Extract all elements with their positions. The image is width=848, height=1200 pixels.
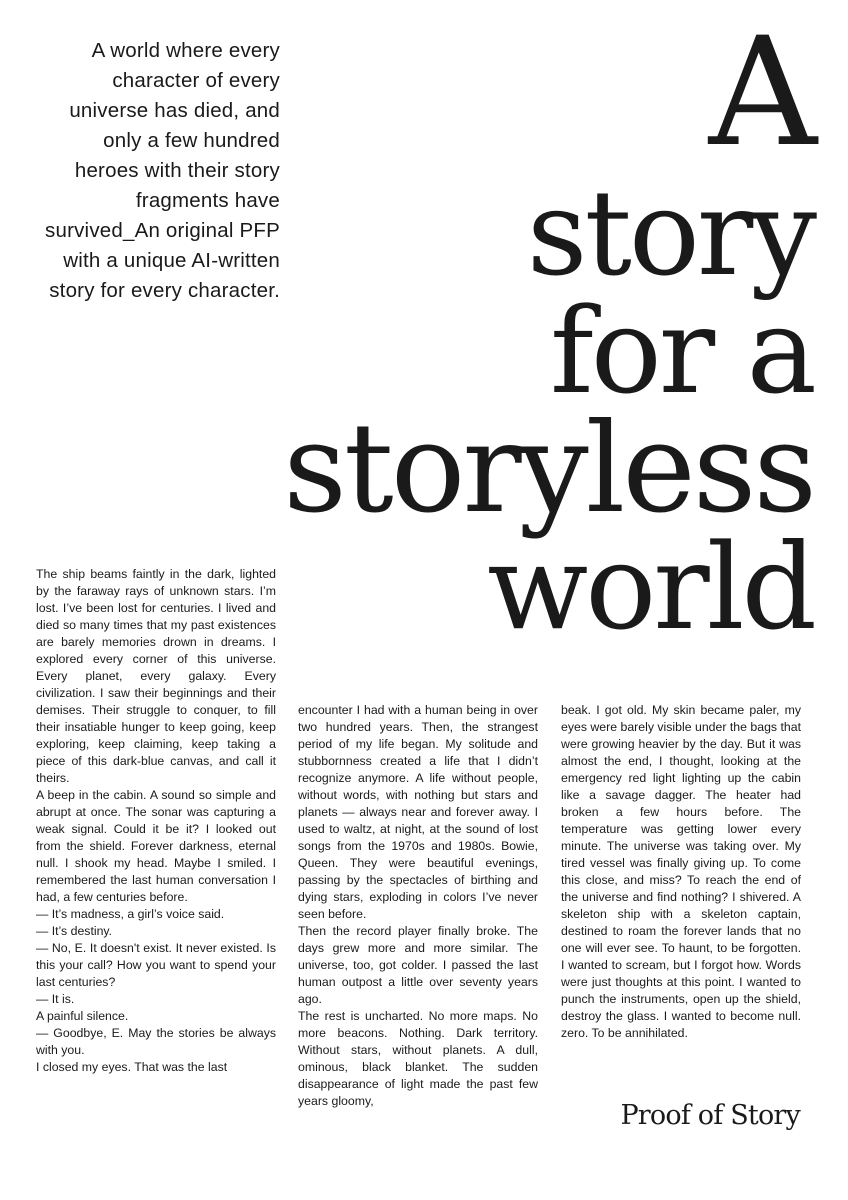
story-column-2 [298,702,538,1110]
story-paragraph: — No, E. It doesn't exist. It never existed. Is this your call? How you want to spend your last centuries? [36,941,276,989]
intro-tagline: A world where every character of every universe has died, and only a few hundred heroes with their story fragments have survived_An original PFP with a unique AI-written story for every character. [45,39,280,302]
story-paragraph: The rest is uncharted. No more maps. No more beacons. Nothing. Dark territory. Without stars, without planets. A dull, ominous, black blanket. The sudden disappearance of light made the past few years gloomy, [298,1009,538,1108]
story-column-3 [561,702,801,1042]
story-column-1 [36,566,276,1076]
story-paragraph: A painful silence. [36,1009,129,1023]
brand-logo: Proof of Story [620,1100,800,1131]
story-paragraph: Then the record player finally broke. The days grew more and more similar. The universe, too, got colder. I passed the last human outpost a little over seventy years ago. [298,924,538,1006]
story-paragraph: I closed my eyes. That was the last [36,1060,228,1074]
headline-line: A [708,6,814,180]
headline [283,6,814,656]
headline-line: story [526,164,814,302]
story-paragraph: A beep in the cabin. A sound so simple and abrupt at once. The sonar was capturing a weak signal. Could it be it? I looked out from the shield. Forever darkness, eternal null. I shook my head. Maybe I smiled. I remembered the last human conversation I had, a few centuries before. [36,788,276,904]
story-paragraph: beak. I got old. My skin became paler, my eyes were barely visible under the bags that were growing heavier by the day. But it was almost the end, I thought, looking at the emergency red light lighting up the cabin like a savage dagger. The heater had broken a few hours before. The temperature was getting lower every minute. The universe was taking over. My tired vessel was finally giving up. To come this close, and miss? To reach the end of the universe and find nothing? I shivered. A skeleton ship with a skeleton captain, destined to roam the forever lands that no one will ever see. To haunt, to be forgotten. I wanted to scream, but I forgot how. Words were just thoughts at this point. I wanted to punch the instruments, open up the shield, destroy the glass. I wanted to become null. zero. To be annihilated. [561,703,801,1040]
story-paragraph: — Goodbye, E. May the stories be always with you. [36,1026,276,1057]
headline-line: for a [550,282,814,420]
story-paragraph: The ship beams faintly in the dark, lighted by the faraway rays of unknown stars. I’m lost. I’ve been lost for centuries. I lived and died so many times that my past existences are barely memories drown in dreams. I explored every corner of this universe. Every planet, every galaxy. Every civilization. I saw their beginnings and their demises. Their struggle to conquer, to fill their insatiable hunger to keep going, keep exploring, keep claiming, keep taking a piece of this dark-blue canvas, and call it theirs. [36,567,276,785]
story-paragraph: — It’s madness, a girl’s voice said. [36,907,225,921]
headline-line: world [487,518,814,656]
story-paragraph: — It’s destiny. [36,924,113,938]
headline-line: storyless [283,397,814,541]
story-paragraph: — It is. [36,992,75,1006]
story-paragraph: encounter I had with a human being in over two hundred years. Then, the strangest period of my life began. My solitude and stubbornness created a life that I didn’t recognize anymore. A life without people, without words, with nothing but stars and planets — always near and forever away. I used to waltz, at night, at the sound of lost songs from the 1970s and 1980s. Bowie, Queen. They were beautiful evenings, passing by the spectacles of birthing and dying stars, exploding in colors I’ve never seen before. [298,703,538,921]
